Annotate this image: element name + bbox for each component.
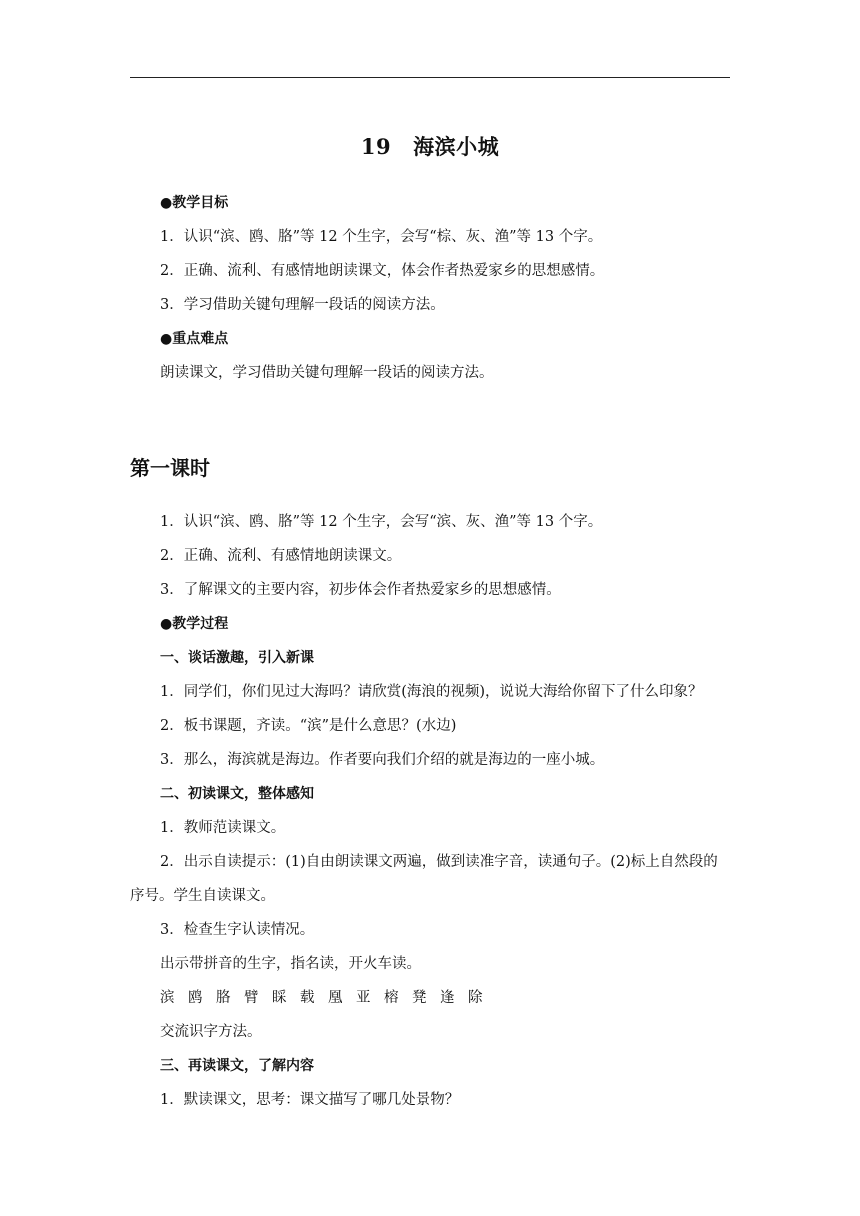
section-heading: 二、初读课文，整体感知 bbox=[160, 786, 314, 802]
character: 亚 bbox=[356, 990, 371, 1006]
character: 臂 bbox=[244, 990, 259, 1006]
show-chars-text: 出示带拼音的生字，指名读，开火车读。 bbox=[160, 956, 421, 972]
period-item: 3．了解课文的主要内容，初步体会作者热爱家乡的思想感情。 bbox=[160, 582, 561, 598]
period-item: 1．认识“滨、鸥、胳”等 12 个生字，会写“滨、灰、渔”等 13 个字。 bbox=[160, 514, 603, 530]
character: 榕 bbox=[384, 990, 399, 1006]
character: 胳 bbox=[216, 990, 231, 1006]
exchange-text: 交流识字方法。 bbox=[160, 1024, 262, 1040]
character: 凳 bbox=[412, 990, 427, 1006]
character: 载 bbox=[300, 990, 315, 1006]
lesson-name: 海滨小城 bbox=[413, 134, 500, 159]
character: 凰 bbox=[328, 990, 343, 1006]
section-item: 3．检查生字认读情况。 bbox=[160, 922, 315, 938]
character-list bbox=[160, 988, 496, 1008]
section-heading: 三、再读课文，了解内容 bbox=[160, 1058, 314, 1074]
period-item: 2．正确、流利、有感情地朗读课文。 bbox=[160, 548, 402, 564]
key-points-text: 朗读课文，学习借助关键句理解一段话的阅读方法。 bbox=[160, 365, 494, 381]
header-rule bbox=[130, 77, 730, 78]
goal-item: 3．学习借助关键句理解一段话的阅读方法。 bbox=[160, 297, 445, 313]
section-heading: 一、谈话激趣，引入新课 bbox=[160, 650, 314, 666]
lesson-number: 19 bbox=[360, 134, 392, 159]
goals-heading: ●教学目标 bbox=[160, 195, 229, 211]
section-paragraph: 2．出示自读提示：(1)自由朗读课文两遍，做到读准字音，读通句子。(2)标上自然段的序号。学生自读课文。 bbox=[130, 854, 718, 904]
character: 滨 bbox=[160, 990, 175, 1006]
key-points-heading: ●重点难点 bbox=[160, 331, 229, 347]
section-item: 1．教师范读课文。 bbox=[160, 820, 286, 836]
goal-item: 1．认识“滨、鸥、胳”等 12 个生字，会写“棕、灰、渔”等 13 个字。 bbox=[160, 229, 603, 245]
lesson-title bbox=[0, 131, 860, 161]
process-heading: ●教学过程 bbox=[160, 616, 229, 632]
character: 除 bbox=[468, 990, 483, 1006]
section-item: 1．默读课文，思考：课文描写了哪几处景物？ bbox=[160, 1092, 460, 1108]
section-item: 3．那么，海滨就是海边。作者要向我们介绍的就是海边的一座小城。 bbox=[160, 752, 605, 768]
goal-item: 2．正确、流利、有感情地朗读课文，体会作者热爱家乡的思想感情。 bbox=[160, 263, 605, 279]
character: 睬 bbox=[272, 990, 287, 1006]
period-title: 第一课时 bbox=[130, 456, 210, 480]
character: 逢 bbox=[440, 990, 455, 1006]
section-item: 1．同学们，你们见过大海吗？请欣赏(海浪的视频)，说说大海给你留下了什么印象？ bbox=[160, 684, 703, 700]
character: 鸥 bbox=[188, 990, 203, 1006]
section-item: 2．板书课题，齐读。“滨”是什么意思？(水边) bbox=[160, 718, 457, 734]
